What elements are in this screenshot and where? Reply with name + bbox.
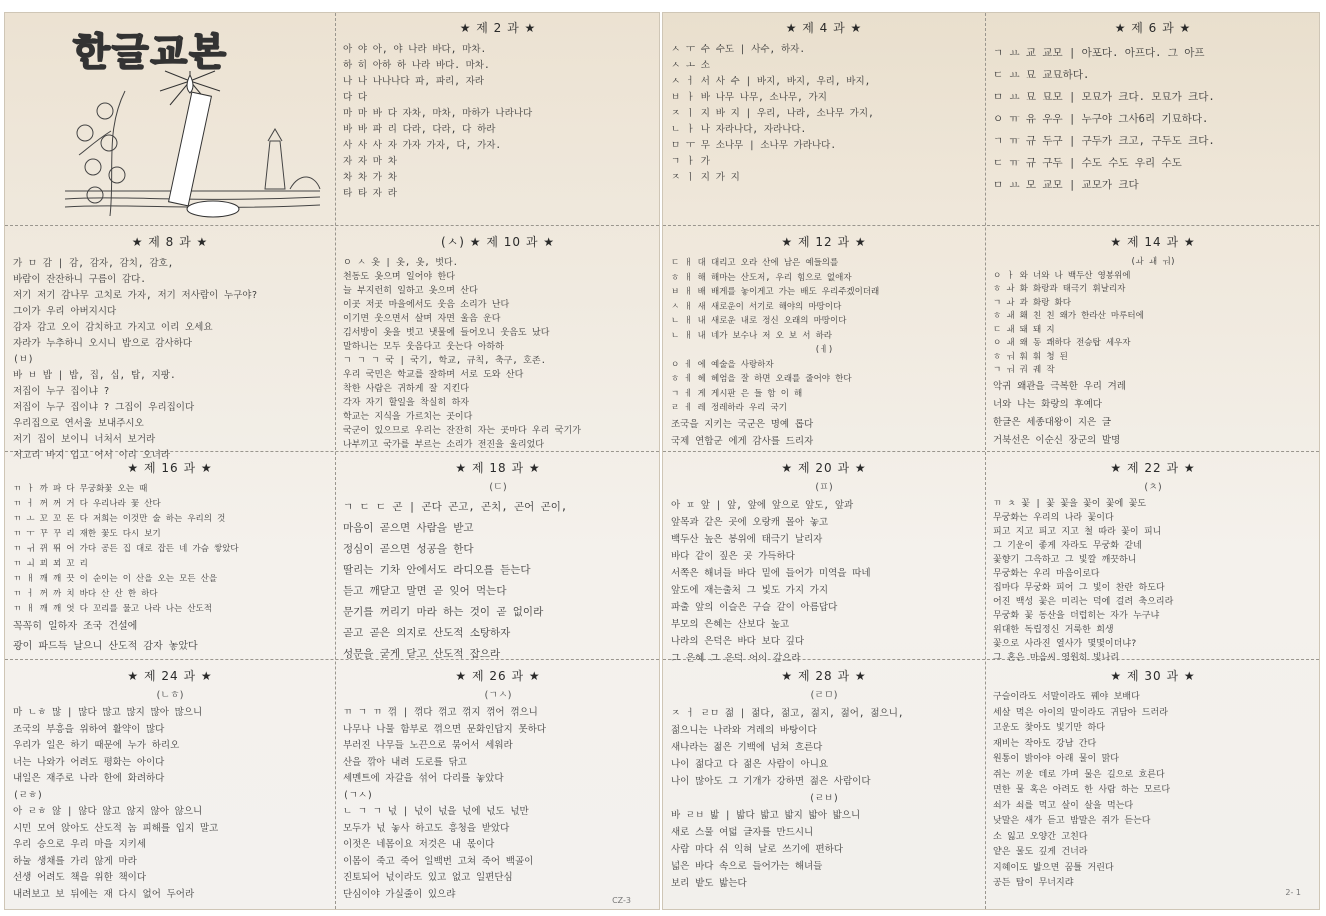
lesson-line: 부모의 은혜는 산보다 높고: [671, 619, 790, 630]
lesson-line: 낮말은 새가 듣고 밤말은 쥐가 듣는다: [993, 816, 1151, 826]
lesson-line: 아 ㄹㅎ 않 | 않다 않고 않지 않아 않으니: [13, 806, 203, 817]
lesson-line: 꽃향기 그윽하고 그 빛깔 깨끗하니: [993, 555, 1137, 565]
lesson-line: 이젓은 네몸이요 저것은 내 몫이다: [343, 839, 495, 850]
lesson-line: (ㅔ): [814, 345, 834, 355]
lesson-line: 산을 깎아 내려 도로를 닦고: [343, 756, 467, 768]
lesson-line: 악귀 왜관을 극복한 우리 겨레: [993, 380, 1127, 392]
lesson-line: 백두산 높은 봉위에 태극기 날리자: [671, 534, 823, 545]
lesson-line: 젊으니는 나라와 겨레의 바탕이다: [671, 725, 817, 736]
lesson-line: 조국을 지키는 국군은 명예 롭다: [671, 418, 814, 430]
lesson-subtitle: (ㄷ): [489, 482, 507, 493]
lesson-line: 바람이 잔잔하니 구름이 감다.: [13, 274, 147, 285]
lesson-line: ㅎ ㅘ 화 화랑과 태극기 휘날리자: [993, 284, 1126, 294]
lesson-line: 광이 파드득 날으니 산도적 감자 놓았다: [13, 641, 198, 652]
lesson-line: 내려보고 보 뒤에는 재 다시 없어 두어라: [13, 888, 195, 900]
lesson-line: 앞목과 같은 곳에 오랑캐 몰아 놓고: [671, 517, 829, 528]
lesson-line: 그 은혜 그 은덕 어이 갚으라: [671, 653, 801, 664]
lesson-line: ㄱ ㅏ 가: [671, 156, 710, 167]
lesson-line: 아 ㅍ 앞 | 앞, 앞에 앞으로 앞도, 앞과: [671, 500, 854, 511]
lesson-line: 꼭꼭히 일하자 조국 건설에: [13, 621, 138, 632]
title-block: [5, 13, 335, 225]
lesson-line: 단심이야 가실줄이 있으랴: [343, 888, 456, 900]
lesson-subtitle: (ㅍ): [815, 482, 833, 493]
lesson-line: ㄲ ㅓ 꺼 까 치 바다 산 산 한 하다: [13, 589, 158, 599]
lesson-line: ㅁ ㅜ 무 소나무 | 소나무 가라나다.: [671, 140, 837, 151]
lesson-title: ★ 제 22 과 ★: [1110, 461, 1196, 475]
lesson-30: [985, 661, 1321, 911]
lesson-line: 위대한 독립정신 거룩한 희생: [993, 625, 1114, 635]
lesson-line: ㄷ ㅙ 돼 돼 지: [993, 324, 1055, 335]
lesson-line: ㄲ ㅚ 꾀 꾀 꼬 리: [13, 559, 88, 569]
lesson-line: (ㄹㅎ): [13, 789, 43, 801]
lesson-line: ㅎ ㅐ 해 해마는 산도저, 우리 힘으로 없애자: [671, 272, 852, 283]
lesson-line: 모두가 넋 놓사 하고도 흥청을 받았다: [343, 822, 510, 834]
lesson-line: 거북선은 이순신 장군의 발명: [993, 434, 1121, 446]
lesson-title: ★ 제 30 과 ★: [1110, 669, 1196, 683]
lesson-line: 우리가 일은 하기 때문에 누가 하리오: [13, 740, 180, 751]
lesson-line: 마 마 바 다 자차, 마차, 마하가 나라나다: [343, 108, 533, 119]
lesson-title: ★ 제 26 과 ★: [455, 669, 541, 683]
lesson-line: 국군이 있으므로 우리는 잔잔히 자는 곳마다 우리 국기가: [343, 426, 581, 436]
lesson-line: 저집이 누구 집이냐 ? 그집이 우리집이다: [13, 402, 195, 413]
lesson-title: ★ 제 16 과 ★: [127, 461, 213, 475]
lesson-line: ㄲ ㅊ 꽃 | 꽃 꽃을 꽃이 꽃에 꽃도: [993, 499, 1147, 509]
lesson-line: 재비는 작아도 강남 간다: [993, 738, 1097, 749]
lesson-line: ㄷ ㅛ 묘 교묘하다.: [993, 69, 1090, 81]
lesson-line: 한글은 세종대왕이 지은 글: [993, 416, 1112, 428]
lesson-line: 나이 많아도 그 기개가 강하면 젊은 사람이다: [671, 776, 871, 787]
lesson-line: 선생 어려도 책을 위한 책이다: [13, 872, 147, 883]
lesson-line: 나부끼고 국가를 부르는 소리가 전진을 울리었다: [343, 440, 544, 450]
lesson-line: 얕은 물도 깊게 건너라: [993, 847, 1088, 857]
page-mark: 2- 1: [1285, 888, 1301, 897]
lesson-line: ㅎ ㅔ 헤 헤엄을 잘 하면 오래를 줄어야 한다: [671, 374, 852, 384]
lesson-line: 문기를 꺼리기 마라 하는 것이 곧 없이라: [343, 606, 544, 618]
lesson-title: ★ 제 8 과 ★: [131, 235, 209, 249]
lesson-line: 국제 연합군 에게 감사를 드리자: [671, 435, 814, 447]
lesson-line: 김서방이 옷을 벗고 냇물에 들어오니 웃음도 났다: [343, 328, 550, 338]
lesson-line: 다 다: [343, 92, 368, 103]
lesson-line: 너는 나와가 어려도 평화는 아이다: [13, 756, 165, 768]
lesson-title: ★ 제 6 과 ★: [1114, 21, 1192, 35]
lesson-line: ㅇ ㅠ 유 우우 | 누구야 그사6리 기묘하다.: [993, 113, 1209, 125]
lesson-line: 서쪽은 해녀들 바다 밑에 들어가 미역을 따네: [671, 568, 871, 579]
lesson-line: ㅈ ㅣ 지 가 지: [671, 172, 740, 183]
lesson-line: 그 혼은 마음씨 영원히 빛나리: [993, 653, 1120, 663]
lesson-line: 곧고 곧은 의지로 산도적 소탕하자: [343, 627, 511, 639]
lesson-line: ㄴ ㄱ ㄱ 넋 | 넋이 넋을 넋에 넋도 넋만: [343, 806, 529, 817]
lesson-line: 고운도 찾아도 빛기만 하다: [993, 723, 1105, 733]
lesson-line: 하눌 생채를 가리 않게 마라: [13, 855, 137, 867]
lesson-14: [985, 227, 1321, 451]
lesson-line: 조국의 부흥을 위하여 활약이 많다: [13, 723, 165, 735]
lesson-line: 집마다 무궁화 피어 그 빛이 찬란 하도다: [993, 583, 1165, 593]
lesson-line: ㅈ ㅣ 지 바 지 | 우리, 나라, 소나무 가지,: [671, 108, 874, 119]
title-logo: 한글교본: [73, 29, 228, 74]
lesson-line: ㄲ ㅗ 꼬 꼬 돈 다 저희는 이것만 술 하는 우리의 것: [13, 514, 226, 524]
lesson-line: 공든 탑이 무너지랴: [993, 878, 1074, 888]
lesson-line: 나무나 나물 함부로 꺾으면 문화인답지 못하다: [343, 723, 546, 735]
lesson-line: 타 타 자 라: [343, 188, 397, 199]
lesson-line: ㄲ ㅏ 까 파 다 무궁화꽃 오는 때: [13, 484, 148, 494]
lesson-line: 무궁화 꽃 동산을 더럽히는 자가 누구냐: [993, 611, 1160, 621]
right-page: [662, 12, 1320, 910]
lesson-line: ㅇ ㅅ 옷 | 옷, 옷, 벗다.: [343, 258, 459, 268]
lesson-line: ㅅ ㅜ 수 수도 | 사수, 하자.: [671, 44, 806, 55]
lesson-26: [335, 661, 661, 911]
lesson-line: 정심이 곧으면 성공을 한다: [343, 543, 474, 555]
lesson-line: 바다 같이 짚은 곳 가득하다: [671, 551, 795, 562]
lesson-line: 새로 스물 여덟 글자를 만드시니: [671, 827, 814, 838]
lesson-line: 듣고 깨닫고 말면 곧 잊어 먹는다: [343, 585, 507, 597]
lesson-line: 부러진 나무들 노끈으로 묶어서 세워라: [343, 740, 513, 751]
lesson-line: 꽃으로 사라진 열사가 몇몇이더냐?: [993, 639, 1137, 649]
lesson-line: 저기 집이 보이니 너처서 보거라: [13, 434, 156, 445]
lesson-title: ★ 제 24 과 ★: [127, 669, 213, 683]
lesson-subtitle: (ㄹㅁ): [810, 690, 838, 701]
left-page: [4, 12, 660, 910]
lesson-line: 세살 먹은 아이의 말이라도 귀담아 드러라: [993, 707, 1168, 718]
lesson-subtitle: (ㄱㅅ): [484, 690, 512, 701]
lesson-24: [5, 661, 335, 911]
lesson-line: 면한 물 혹은 아려도 한 사람 하는 모르다: [993, 785, 1171, 795]
lighthouse-candle-illustration: [65, 71, 320, 221]
lesson-line: 내일은 재주로 나라 한에 화려하다: [13, 773, 165, 784]
lesson-line: 사 사 사 자 가자 가자, 다, 가자.: [343, 140, 502, 151]
lesson-line: 쥐는 끼운 데로 가며 물은 길으로 흐른다: [993, 769, 1165, 780]
lesson-4: [663, 13, 985, 225]
lesson-line: 우리 승으로 우리 마을 지키세: [13, 839, 147, 850]
lesson-line: ㅂ ㅏ 바 나무 나무, 소나무, 가지: [671, 92, 827, 103]
lesson-line: ㅁ ㅛ 모 교모 | 교모가 크다: [993, 179, 1139, 191]
lesson-line: 감자 감고 오이 감치하고 가지고 이리 오세요: [13, 322, 213, 333]
lesson-line: ㅈ ㅓ ㄹㅁ 젊 | 젊다, 젊고, 젊지, 젊어, 젊으니,: [671, 708, 904, 719]
lesson-line: ㄲ ㄱ ㄲ 꺾 | 꺾다 꺾고 꺾지 꺾어 꺾으니: [343, 707, 538, 718]
lesson-line: 마 ㄴㅎ 많 | 많다 많고 많지 많아 많으니: [13, 707, 203, 718]
lesson-line: 넓은 바다 속으로 들어가는 해녀들: [671, 861, 823, 872]
lesson-line: 지혜이도 밟으면 꿈틀 거린다: [993, 862, 1114, 873]
lesson-line: 그이가 우리 아버지시다: [13, 306, 117, 317]
lesson-line: 저고리 바지 입고 어서 이리 오너라: [13, 450, 171, 461]
lesson-line: ㄲ ㅓ 꺼 꺼 거 다 우리나라 꽃 산다: [13, 499, 161, 509]
lesson-line: 마음이 곧으면 사람을 받고: [343, 522, 474, 534]
lesson-line: ㅂ ㅐ 배 배게를 놓이게고 가는 배도 우리주겠이더래: [671, 287, 880, 297]
lesson-line: ㄱ ㄷ ㄷ 곤 | 곤다 곤고, 곤치, 곤어 곤이,: [343, 501, 568, 513]
page-code: CZ-3: [612, 896, 631, 905]
lesson-line: 저집이 누구 집이냐 ?: [13, 386, 110, 397]
lesson-line: 자라가 누추하니 오시니 밥으로 감사하다: [13, 338, 192, 349]
lesson-line: ㅎ ㅝ 훠 훠 청 된: [993, 351, 1068, 362]
lesson-title: ★ 제 28 과 ★: [781, 669, 867, 683]
lesson-line: 구슬이라도 서말이라도 꿰야 보배다: [993, 692, 1140, 702]
lesson-line: 성문을 굳게 닫고 산도적 잡으라: [343, 648, 501, 660]
lesson-line: ㄱ ㅘ 과 화랑 화다: [993, 297, 1071, 308]
lesson-line: 착한 사람은 귀하게 잘 지킨다: [343, 384, 470, 394]
lesson-line: 원통이 밝아야 아래 물이 맑다: [993, 754, 1120, 764]
lesson-line: 나 나 나나나다 파, 파리, 자라: [343, 76, 484, 87]
lesson-title: ★ 제 20 과 ★: [781, 461, 867, 475]
lesson-line: 늘 부지런히 일하고 옷으며 산다: [343, 286, 478, 296]
lesson-line: ㅇ ㅙ 왜 동 쾌하다 전승탑 세우자: [993, 338, 1131, 348]
lesson-6: [985, 13, 1321, 225]
lesson-line: 학교는 지식을 가르치는 곳이다: [343, 412, 473, 422]
lesson-line: 앞도에 재는출처 그 빛도 가지 가지: [671, 585, 829, 596]
lesson-line: 소 잃고 오양간 고친다: [993, 831, 1088, 842]
lesson-line: 바 바 파 리 다라, 다라, 다 하라: [343, 124, 496, 135]
lesson-line: 우리집으로 연서울 보내주시오: [13, 418, 144, 429]
lesson-line: ㅇ ㅔ 에 예술을 사랑하자: [671, 359, 774, 370]
lesson-line: 쇠가 쇠를 먹고 살이 살을 먹는다: [993, 800, 1134, 811]
lesson-line: 바 ㅂ 밥 | 밥, 집, 십, 탑, 지팡.: [13, 370, 176, 381]
lesson-line: ㅅ ㅓ 서 사 수 | 바지, 바지, 우리, 바지,: [671, 76, 871, 87]
lesson-title: ★ 제 12 과 ★: [781, 235, 867, 249]
lesson-line: 어진 백성 꽃은 미리는 덕에 걸려 축으리라: [993, 597, 1174, 607]
lesson-16: [5, 453, 335, 659]
lesson-line: ㅁ ㅛ 묘 묘모 | 모묘가 크다. 모묘가 크다.: [993, 91, 1215, 103]
newsprint-sheet: [4, 12, 1320, 910]
lesson-line: 아 야 아, 야 나라 바다, 마차.: [343, 44, 487, 55]
lesson-line: 무궁화는 우리의 나라 꽃이다: [993, 513, 1114, 523]
lesson-line: ㅇ ㅏ 와 너와 나 백두산 영봉위에: [993, 270, 1131, 281]
lesson-line: 천동도 옷으며 일어야 한다: [343, 272, 455, 282]
lesson-line: ㄱ ㅝ 궈 궤 작: [993, 365, 1055, 375]
lesson-line: ㄲ ㅟ 뀌 뛰 어 가다 공든 집 대로 잡든 네 가슴 쌓았다: [13, 544, 239, 554]
lesson-line: ㄱ ㅔ 게 게시판 은 들 함 이 해: [671, 388, 803, 399]
lesson-line: 말하니는 모두 웃음다고 웃는다 아하하: [343, 342, 504, 352]
lesson-line: ㄴ ㅐ 내 새로운 내로 정신 오래의 마땅이다: [671, 316, 847, 326]
lesson-2: [335, 13, 661, 225]
lesson-18: [335, 453, 661, 659]
lesson-line: ㄹ ㅔ 레 정레하라 우리 국기: [671, 403, 787, 413]
lesson-line: 저기 저기 감나무 고치로 가자, 저기 저사람이 누구야?: [13, 290, 258, 301]
lesson-subtitle: (ㄴㅎ): [156, 690, 184, 701]
lesson-line: 나이 젊다고 다 젊은 사람이 아니요: [671, 759, 829, 770]
lesson-10: [335, 227, 661, 451]
lesson-line: 사람 마다 쉬 익혀 날로 쓰기에 편하다: [671, 844, 843, 855]
lesson-20: [663, 453, 985, 664]
lesson-22: [985, 453, 1321, 663]
lesson-line: ㄲ ㅐ 깨 깨 끗 이 순이는 이 산을 오는 모든 산을: [13, 574, 218, 584]
lesson-line: 가 ㅁ 감 | 감, 감자, 감치, 감호,: [13, 258, 174, 269]
lesson-line: 딸리는 기차 안에서도 라디오를 듣는다: [343, 564, 531, 576]
lesson-line: 우리 국민은 학교를 잘하며 서로 도와 산다: [343, 370, 524, 380]
lesson-line: 이몸이 죽고 죽어 일백번 고쳐 죽어 백골이: [343, 855, 534, 867]
lesson-line: 나라의 은덕은 바다 보다 깊다: [671, 636, 805, 647]
lesson-title: ★ 제 2 과 ★: [459, 21, 537, 35]
lesson-line: 새나라는 젊은 기백에 넘쳐 흐른다: [671, 742, 823, 753]
lesson-8: [5, 227, 335, 461]
lesson-line: 시민 모여 앉아도 산도적 놈 피해를 입지 말고: [13, 822, 219, 834]
lesson-line: ㄱ ㅛ 교 교모 | 아포다. 아프다. 그 아프: [993, 47, 1205, 59]
lesson-line: 무궁화는 우리 마음이로다: [993, 569, 1100, 579]
lesson-line: 이곳 저곳 마을에서도 웃음 소리가 난다: [343, 300, 510, 310]
lesson-line: 각자 자기 할일을 착실히 하자: [343, 398, 470, 408]
lesson-line: ㄲ ㅜ 꾸 꾸 리 재한 꽃도 다시 보기: [13, 529, 161, 539]
lesson-line: 세멘트에 자갈을 섞어 다리를 놓았다: [343, 773, 504, 784]
lesson-line: ㄱ ㅠ 규 두구 | 구두가 크고, 구두도 크다.: [993, 135, 1215, 147]
lesson-line: ㅅ ㅗ 소: [671, 60, 710, 71]
lesson-line: ㄷ ㅐ 대 대리고 오라 산에 남은 예들의를: [671, 258, 839, 268]
lesson-line: 그 기운이 좋게 자라도 무궁화 같네: [993, 541, 1142, 551]
lesson-line: 차 차 가 차: [343, 172, 397, 183]
lesson-line: (ㄱㅅ): [343, 789, 373, 801]
lesson-title: (ㅅ) ★ 제 10 과 ★: [441, 235, 555, 249]
lesson-line: ㄲ ㅐ 깨 깨 엇 다 꼬리를 물고 나라 나는 산도적: [13, 604, 212, 614]
lesson-title: ★ 제 4 과 ★: [785, 21, 863, 35]
lesson-title: ★ 제 14 과 ★: [1110, 235, 1196, 249]
lesson-line: 보리 밭도 밟는다: [671, 878, 747, 889]
lesson-line: ㄴ ㅐ 내 네가 보수나 저 오 보 서 하라: [671, 330, 833, 341]
lesson-line: ㅅ ㅐ 새 새로운이 서기로 해야의 마땅이다: [671, 301, 842, 312]
lesson-line: 너와 나는 화랑의 후예다: [993, 398, 1102, 410]
lesson-28: [663, 661, 985, 911]
lesson-line: 이기면 웃으면서 살며 자면 울음 운다: [343, 314, 501, 324]
lesson-subtitle: (ㅊ): [1144, 482, 1162, 493]
lesson-line: 하 히 아하 하 나라 바다. 마차.: [343, 60, 490, 71]
lesson-line: 자 자 마 차: [343, 156, 397, 167]
lesson-line: ㄷ ㅠ 규 구두 | 수도 수도 우리 수도: [993, 157, 1182, 169]
lesson-line: 바 ㄹㅂ 밟 | 밟다 밟고 밟지 밟아 밟으니: [671, 810, 861, 821]
lesson-title: ★ 제 18 과 ★: [455, 461, 541, 475]
lesson-line: (ㄹㅂ): [809, 793, 839, 804]
lesson-line: 파출 앞의 이슬은 구슬 같이 아름답다: [671, 602, 838, 613]
lesson-line: ㅎ ㅙ 홰 친 친 왜가 한라산 마루터에: [993, 311, 1144, 321]
lesson-line: ㄱ ㄱ ㄱ 국 | 국기, 학교, 규칙, 축구, 호존.: [343, 356, 546, 366]
lesson-line: ㄴ ㅏ 나 자라나다, 자라나다.: [671, 124, 807, 135]
lesson-line: 피고 지고 피고 지고 철 따라 꽃이 피니: [993, 527, 1162, 537]
lesson-line: (ㅘ ㅙ ㅝ): [1130, 257, 1176, 267]
lesson-line: 진토되어 넋이라도 있고 없고 일편단심: [343, 872, 513, 883]
lesson-line: (ㅂ): [13, 354, 34, 365]
lesson-12: [663, 227, 985, 451]
